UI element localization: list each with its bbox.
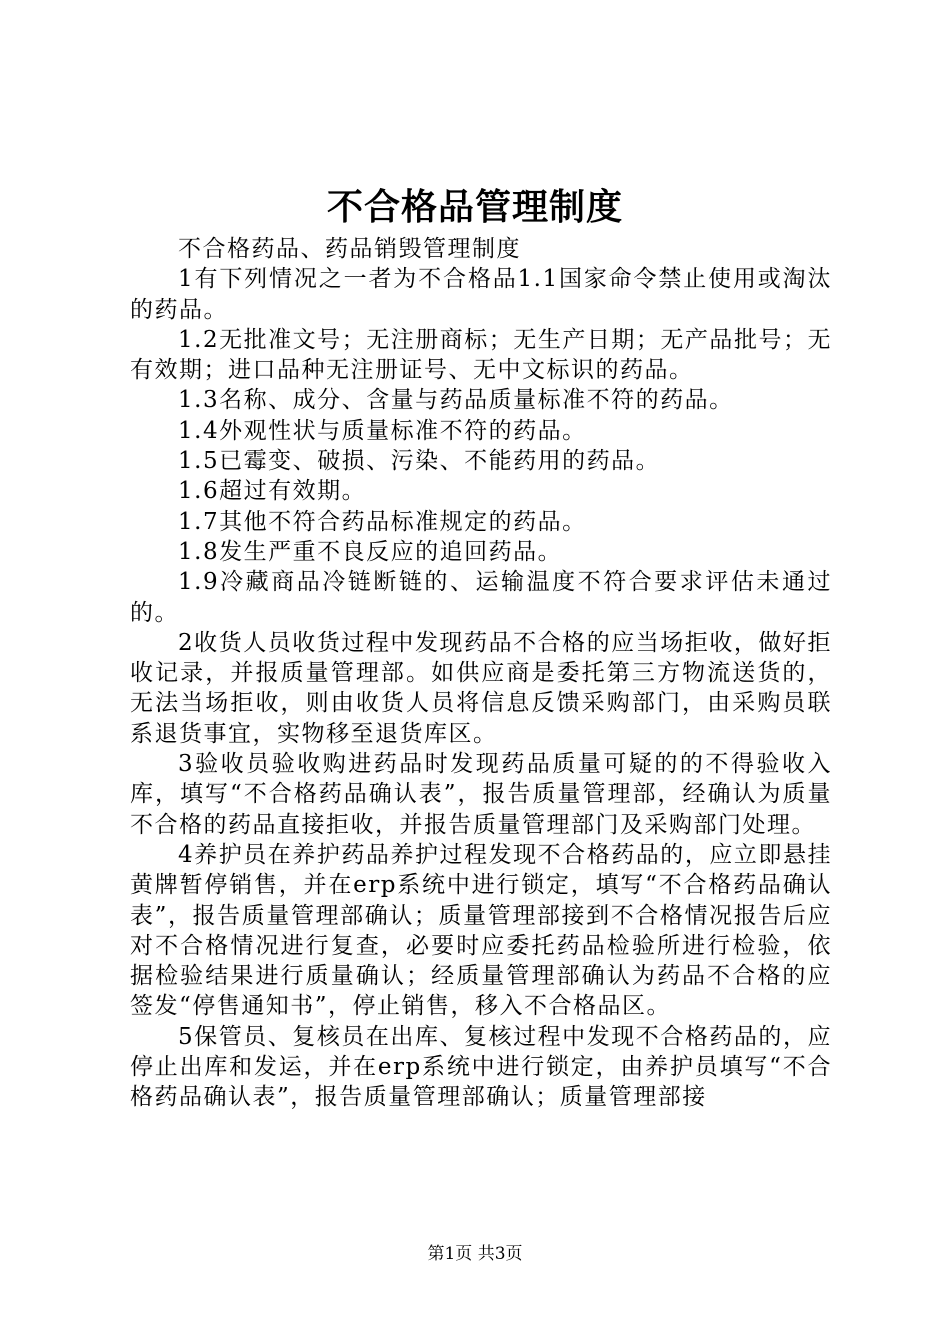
document-body: [130, 234, 832, 1113]
paragraph: 1.9冷藏商品冷链断链的、运输温度不符合要求评估未通过的。: [130, 569, 832, 626]
paragraph: 1.4外观性状与质量标准不符的药品。: [178, 417, 587, 444]
paragraph: 1.5已霉变、破损、污染、不能药用的药品。: [178, 448, 661, 475]
paragraph: 2收货人员收货过程中发现药品不合格的应当场拒收，做好拒收记录，并报质量管理部。如供应商是委托第三方物流送货的，无法当场拒收，则由收货人员将信息反馈采购部门，由采购员联系退货事宜，实物移至退货库区。: [130, 629, 832, 747]
document-title: 不合格品管理制度: [326, 186, 623, 228]
paragraph: 1.2无批准文号；无注册商标；无生产日期；无产品批号；无有效期；进口品种无注册证号、无中文标识的药品。: [130, 326, 832, 384]
paragraph: 3验收员验收购进药品时发现药品质量可疑的的不得验收入库，填写“不合格药品确认表”，报告质量管理部，经确认为质量不合格的药品直接拒收，并报告质量管理部门及采购部门处理。: [130, 751, 832, 838]
page-footer: 第1页 共3页: [427, 1244, 523, 1264]
paragraph: 不合格药品、药品销毁管理制度: [178, 236, 521, 262]
paragraph: 1.7其他不符合药品标准规定的药品。: [178, 508, 587, 535]
paragraph: 5保管员、复核员在出库、复核过程中发现不合格药品的，应停止出库和发运，并在erp系统中进行锁定，由养护员填写“不合格药品确认表”，报告质量管理部确认；质量管理部接: [130, 1023, 832, 1111]
paragraph: 1有下列情况之一者为不合格品1.1国家命令禁止使用或淘汰的药品。: [130, 266, 832, 323]
paragraph: 1.3名称、成分、含量与药品质量标准不符的药品。: [178, 387, 734, 414]
paragraph: 1.8发生严重不良反应的追回药品。: [178, 538, 563, 565]
paragraph: 1.6超过有效期。: [178, 478, 367, 505]
paragraph: 4养护员在养护药品养护过程发现不合格药品的，应立即悬挂黄牌暂停销售，并在erp系统中进行锁定，填写“不合格药品确认表”，报告质量管理部确认；质量管理部接到不合格情况报告后应对不合格情况进行复查，必要时应委托药品检验所进行检验，依据检验结果进行质量确认；经质量管理部确认为药品不合格的应签发“停售通知书”，停止销售，移入不合格品区。: [130, 841, 832, 1020]
